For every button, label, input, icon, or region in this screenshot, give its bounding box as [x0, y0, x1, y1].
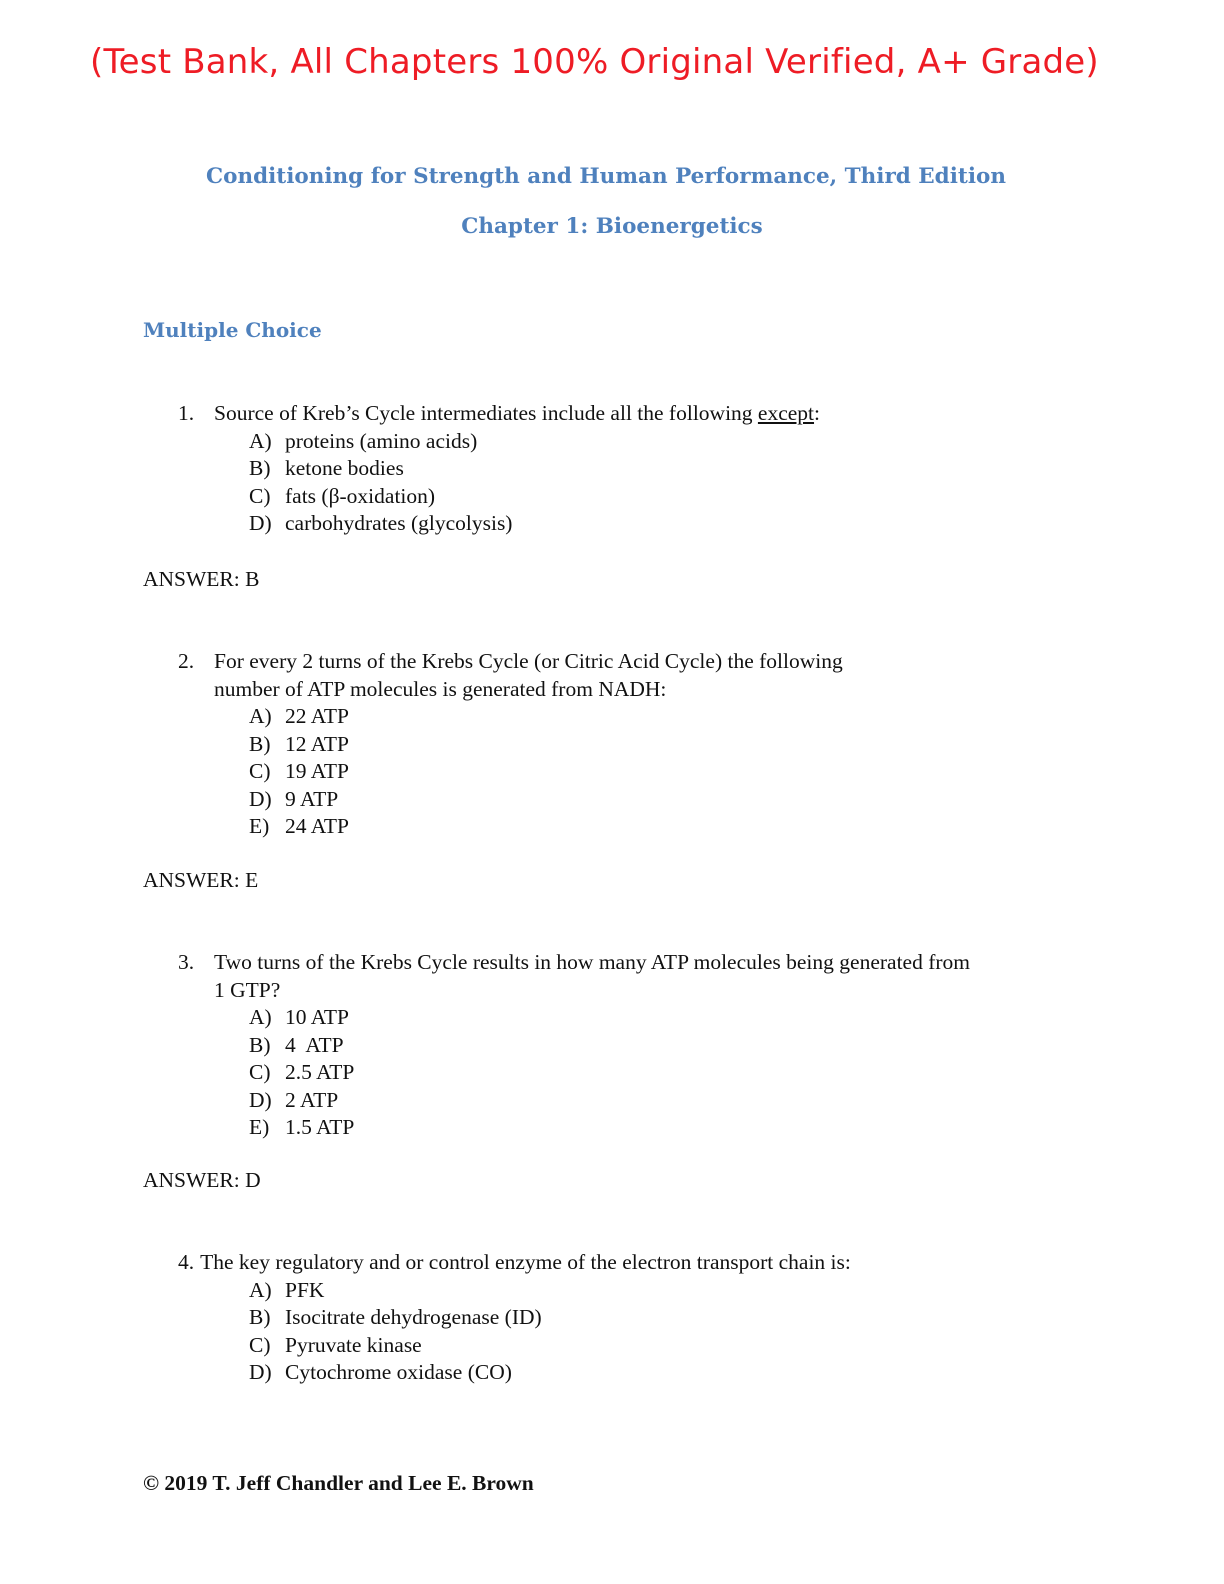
- option-letter: E): [249, 814, 270, 838]
- option-list: [249, 703, 1078, 841]
- option-list: [249, 428, 1078, 538]
- option-letter: C): [249, 483, 271, 508]
- question-number: 3.: [178, 950, 195, 974]
- option-text: Pyruvate kinase: [285, 1332, 422, 1357]
- option-letter: A): [249, 1277, 272, 1302]
- question-text-line: 1 GTP?: [214, 977, 281, 1002]
- question-text: [214, 400, 1078, 428]
- answer-3: ANSWER: D: [143, 1168, 261, 1192]
- option-letter: E): [249, 1115, 270, 1139]
- question-text: [214, 949, 1078, 1004]
- option-b: [249, 731, 1078, 759]
- option-e: [249, 1114, 1078, 1142]
- chapter-title: Chapter 1: Bioenergetics: [461, 214, 763, 239]
- option-text: Isocitrate dehydrogenase (ID): [285, 1305, 542, 1329]
- option-text: 2.5 ATP: [285, 1060, 355, 1084]
- option-list: [249, 1004, 1078, 1142]
- promo-banner: (Test Bank, All Chapters 100% Original Verified, A+ Grade): [90, 42, 1099, 82]
- option-text: 10 ATP: [285, 1005, 349, 1029]
- option-text: carbohydrates (glycolysis): [285, 511, 513, 535]
- option-text: Cytochrome oxidase (CO): [285, 1360, 512, 1384]
- option-text: 24 ATP: [285, 814, 349, 838]
- option-b: [249, 1032, 1078, 1060]
- option-letter: D): [249, 511, 272, 535]
- question-number: 1.: [178, 401, 195, 425]
- option-c: [249, 1059, 1078, 1087]
- option-a: [249, 1004, 1078, 1032]
- option-letter: B): [249, 1305, 271, 1329]
- option-text: 2 ATP: [285, 1087, 339, 1112]
- option-text: 9 ATP: [285, 786, 339, 811]
- question-text-line: Two turns of the Krebs Cycle results in how many ATP molecules being generated from: [214, 950, 971, 974]
- option-text: 22 ATP: [285, 704, 349, 728]
- option-a: [249, 703, 1078, 731]
- question-2: [178, 648, 1078, 841]
- option-letter: A): [249, 704, 272, 728]
- option-c: [249, 758, 1078, 786]
- option-b: [249, 455, 1078, 483]
- option-letter: C): [249, 1332, 271, 1357]
- emphasis-text: except: [757, 401, 815, 425]
- option-text: 1.5 ATP: [285, 1115, 355, 1139]
- option-b: [249, 1304, 1078, 1332]
- question-text-part: :: [814, 401, 821, 425]
- question-text-line: For every 2 turns of the Krebs Cycle (or Citric Acid Cycle) the following: [214, 649, 843, 673]
- question-number: 2.: [178, 649, 195, 673]
- option-text: ketone bodies: [285, 456, 404, 480]
- question-number: 4.: [178, 1250, 195, 1274]
- option-text: PFK: [285, 1277, 325, 1302]
- option-d: [249, 786, 1078, 814]
- option-text: 4 ATP: [285, 1032, 344, 1057]
- option-e: [249, 813, 1078, 841]
- option-letter: D): [249, 1087, 272, 1112]
- question-text-line: number of ATP molecules is generated from NADH:: [214, 676, 667, 701]
- question-text: The key regulatory and or control enzyme of the electron transport chain is:: [200, 1250, 851, 1274]
- option-d: [249, 1087, 1078, 1115]
- section-title: Multiple Choice: [143, 318, 322, 342]
- question-1: [178, 400, 1078, 538]
- option-c: [249, 483, 1078, 511]
- question-text: [214, 648, 1078, 703]
- option-letter: B): [249, 456, 271, 480]
- option-text: proteins (amino acids): [285, 428, 478, 453]
- answer-2: ANSWER: E: [143, 868, 259, 892]
- option-letter: D): [249, 786, 272, 811]
- option-text: fats (β-oxidation): [285, 483, 436, 508]
- option-a: [249, 428, 1078, 456]
- question-3: [178, 949, 1078, 1142]
- option-letter: A): [249, 428, 272, 453]
- option-a: [249, 1277, 1078, 1305]
- option-letter: C): [249, 759, 271, 783]
- question-4: [178, 1249, 1078, 1387]
- option-c: [249, 1332, 1078, 1360]
- option-list: [249, 1277, 1078, 1387]
- option-text: 12 ATP: [285, 731, 349, 756]
- option-letter: A): [249, 1005, 272, 1029]
- option-d: [249, 1359, 1078, 1387]
- option-d: [249, 510, 1078, 538]
- book-title: Conditioning for Strength and Human Performance, Third Edition: [206, 164, 1006, 189]
- option-letter: B): [249, 1032, 271, 1057]
- option-letter: B): [249, 731, 271, 756]
- option-text: 19 ATP: [285, 759, 349, 783]
- option-letter: D): [249, 1360, 272, 1384]
- question-text-part: Source of Kreb’s Cycle intermediates include all the following: [214, 401, 758, 425]
- answer-1: ANSWER: B: [143, 567, 260, 591]
- copyright-footer: © 2019 T. Jeff Chandler and Lee E. Brown: [143, 1471, 534, 1495]
- option-letter: C): [249, 1060, 271, 1084]
